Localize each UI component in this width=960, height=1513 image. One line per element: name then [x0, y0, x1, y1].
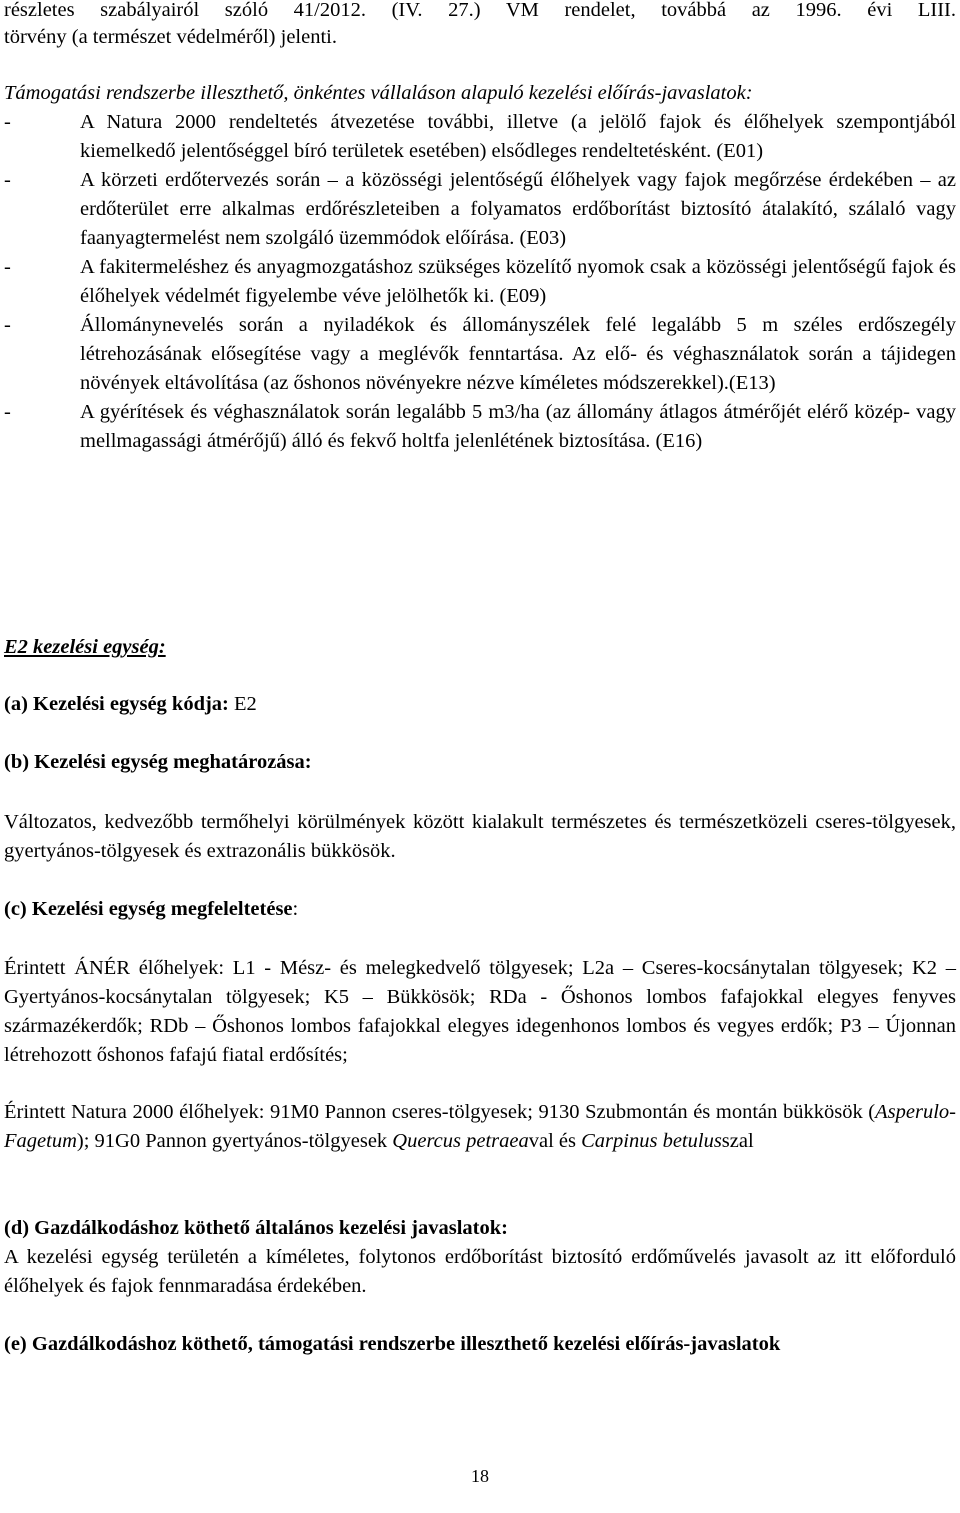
list-item-text: A körzeti erdőtervezés során – a közösségi jelentőségű élőhelyek vagy fajok megőrzése érdekében – az erdőterület erre alkalmas erdőrészleteiben a folyamatos erdőborítást biztosító átalakító, szálaló vagy faanyagtermelést nem szolgáló üzemmódok előírása. (E03) — [80, 169, 956, 249]
natura-text-1: Érintett Natura 2000 élőhelyek: 91M0 Pannon cseres-tölgyesek; 9130 Szubmontán és montán bükkösök ( — [4, 1101, 876, 1123]
page-number: 18 — [471, 1466, 489, 1486]
support-proposals-label: (e) Gazdálkodáshoz köthető, támogatási rendszerbe illeszthető kezelési előírás-javaslatok — [4, 1333, 781, 1355]
e2-code — [4, 690, 956, 719]
intro-line-1: részletes szabályairól szóló 41/2012. (IV. 27.) VM rendelet, továbbá az 1996. évi LIII. — [4, 0, 956, 21]
list-dash: - — [4, 169, 11, 191]
aner-habitats: Érintett ÁNÉR élőhelyek: L1 - Mész- és melegkedvelő tölgyesek; L2a – Cseres-kocsánytalan tölgyesek; K2 – Gyertyános-kocsánytalan tölgyesek; K5 – Bükkösök; RDa - Őshonos lombos fafajokkal elegyes fenyves származékerdők; RDb – Őshonos lombos fafajokkal elegyes idegenhonos lombos és vegyes erdők; P3 – Újonnan létrehozott őshonos fafajú fiatal erdősítés; — [4, 957, 956, 1066]
code-label: (a) Kezelési egység kódja: — [4, 693, 229, 715]
intro-line-2: törvény (a természet védelméről) jelenti. — [4, 26, 337, 48]
list-item-text: Állománynevelés során a nyiladékok és állományszélek felé legalább 5 m széles erdőszegély létrehozásának elősegítése vagy a meglévők fenntartása. Az elő- és véghasználatok során a tájidegen növények eltávolítása (az őshonos növényekre nézve kíméletes módszerekkel).(E13) — [80, 314, 956, 394]
list-item — [4, 108, 956, 166]
definition-label: (b) Kezelési egység meghatározása: — [4, 751, 312, 773]
list-item-text: A gyérítések és véghasználatok során legalább 5 m3/ha (az állomány átlagos átmérőjét elérő közép- vagy mellmagassági átmérőjű) álló és fekvő holtfa jelenlétének biztosítása. (E16) — [80, 401, 956, 452]
natura-species-2: Quercus petraea — [392, 1130, 529, 1152]
management-text: A kezelési egység területén a kíméletes, folytonos erdőborítást biztosító erdőművelés javasolt az itt előforduló élőhelyek és fajok fennmaradása érdekében. — [4, 1246, 956, 1297]
list-dash: - — [4, 314, 11, 336]
list-item — [4, 398, 956, 456]
natura-habitats — [4, 1098, 956, 1156]
correspondence-heading — [4, 895, 956, 924]
list-dash: - — [4, 401, 11, 423]
natura-species-3: Carpinus betulus — [581, 1130, 722, 1152]
natura-text-3: val és — [528, 1130, 582, 1152]
list-item — [4, 311, 956, 398]
support-list — [4, 108, 956, 456]
list-item-text: A Natura 2000 rendeltetés átvezetése további, illetve (a jelölő fajok és élőhelyek szempontjából kiemelkedő jelentőséggel bíró területek esetében) elsődleges rendeltetésként. (E01) — [80, 111, 956, 162]
definition-text: Változatos, kedvezőbb termőhelyi körülmények között kialakult természetes és természetközeli cseres-tölgyesek, gyertyános-tölgyesek és extrazonális bükkösök. — [4, 811, 956, 862]
natura-text-4: szal — [721, 1130, 754, 1152]
e2-title: E2 kezelési egység: — [4, 636, 166, 658]
list-item — [4, 166, 956, 253]
correspondence-label: (c) Kezelési egység megfeleltetése — [4, 898, 293, 920]
list-dash: - — [4, 256, 11, 278]
natura-text-2: ); 91G0 Pannon gyertyános-tölgyesek — [76, 1130, 393, 1152]
list-item-text: A fakitermeléshez és anyagmozgatáshoz szükséges közelítő nyomok csak a közösségi jelentőségű fajok és élőhelyek védelmét figyelembe véve jelölhetők ki. (E09) — [80, 256, 956, 307]
list-item — [4, 253, 956, 311]
code-value: E2 — [228, 693, 257, 715]
correspondence-colon: : — [292, 898, 299, 920]
management-label: (d) Gazdálkodáshoz köthető általános kezelési javaslatok: — [4, 1217, 508, 1239]
support-heading: Támogatási rendszerbe illeszthető, önkéntes vállaláson alapuló kezelési előírás-javaslatok: — [4, 82, 753, 104]
list-dash: - — [4, 111, 11, 133]
natura-species-1: Asperulo-Fagetum — [4, 1101, 956, 1152]
